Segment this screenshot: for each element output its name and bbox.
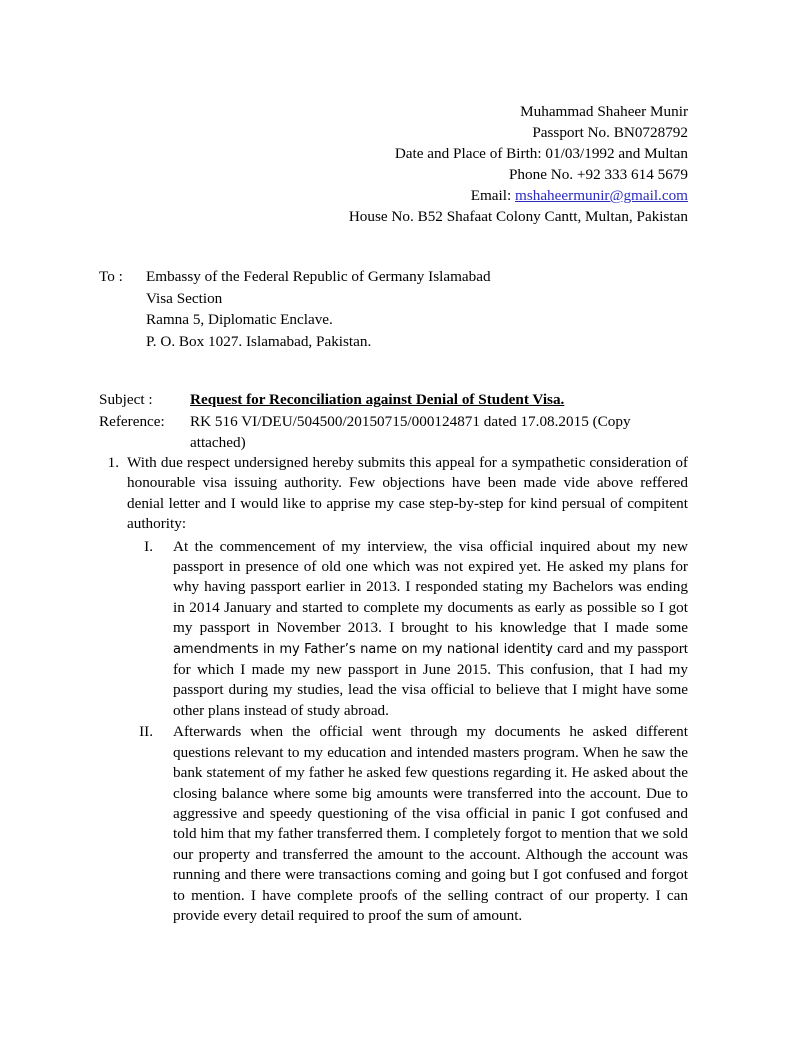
sender-email-link[interactable]: mshaheermunir@gmail.com [515,187,688,204]
numbered-item-1-marker: 1. [107,454,119,471]
numbered-item-1-text: With due respect undersigned hereby submits this appeal for a sympathetic consideration of honourable visa issuing authority. Few objections have been made vide above reffered denial letter and I would like to apprise my case step-by-step for kind persual of compitent authority: [127,454,688,533]
recipient-line-2: Ramna 5, Diplomatic Enclave. [146,311,333,328]
sender-address: House No. B52 Shafaat Colony Cantt, Multan, Pakistan [348,208,688,225]
recipient-line-1: Visa Section [146,289,223,307]
roman-item-i-text-after: card and my passport for which I made my new passport in June 2015. This confusion, that I had my passport during my studies, lead the visa official to believe that I might have some other plans instead of study abroad. [173,639,689,719]
recipient-block [99,266,688,352]
roman-item-ii [99,722,688,926]
recipient-row-1 [99,288,688,310]
roman-item-i-marker: I. [144,537,153,555]
subject-row [99,389,688,411]
roman-item-ii-text [173,722,688,926]
sender-passport: Passport No. BN0728792 [532,124,688,141]
subject-label: Subject : [99,391,153,408]
roman-item-ii-marker: II. [139,723,153,741]
recipient-line-0: Embassy of the Federal Republic of Germany Islamabad [146,268,491,285]
subject-reference-block [99,389,688,454]
recipient-row-2 [99,309,688,331]
sender-birth: Date and Place of Birth: 01/03/1992 and Multan [394,145,688,162]
sender-email-row [99,185,688,206]
recipient-line-3: P. O. Box 1027. Islamabad, Pakistan. [146,332,372,350]
sender-header-block [99,101,688,227]
numbered-item-1 [99,453,688,535]
sender-phone: Phone No. +92 333 614 5679 [508,166,688,183]
roman-item-i-text [173,537,688,722]
roman-item-i-text-before: At the commencement of my interview, the visa official inquired about my new passport in presence of old one which was not expired yet. He asked my plans for why having passport earlier in 2013. I responded stating my Bachelors was ending in 2014 January and started to complete my documents as early as possible so I got my passport in November 2013. I brought to his knowledge that I made some [173,537,688,637]
sender-email-label: Email: [470,187,512,204]
reference-value: RK 516 VI/DEU/504500/20150715/000124871 dated 17.08.2015 (Copy attached) [190,412,631,451]
recipient-label: To : [99,268,123,285]
reference-row [99,411,688,454]
sender-name: Muhammad Shaheer Munir [520,103,688,120]
recipient-row-0 [99,266,688,288]
roman-sub-list [99,537,688,927]
letter-body [99,453,688,927]
roman-item-i-text-alt: amendments in my Father’s name on my national identity [173,641,553,657]
recipient-row-3 [99,331,688,353]
reference-label: Reference: [99,412,165,430]
roman-item-i [99,537,688,722]
subject-value: Request for Reconciliation against Denial of Student Visa. [190,391,565,408]
roman-item-ii-text-before: Afterwards when the official went through my documents he asked different questions relevant to my education and intended masters program. When he saw the bank statement of my father he asked few questions regarding it. He asked about the closing balance where some big amounts were transferred into the account. Due to aggressive and speedy questioning of the visa official in panic I got confused and told him that my father transferred them. I completely forgot to mention that we sold our property and transferred the amount to the account. Although the account was running and there were transactions coming and going but I got confused and forgot to mention. I have complete proofs of the selling contract of our property. I can provide every detail required to proof the sum of amount. [173,723,688,924]
